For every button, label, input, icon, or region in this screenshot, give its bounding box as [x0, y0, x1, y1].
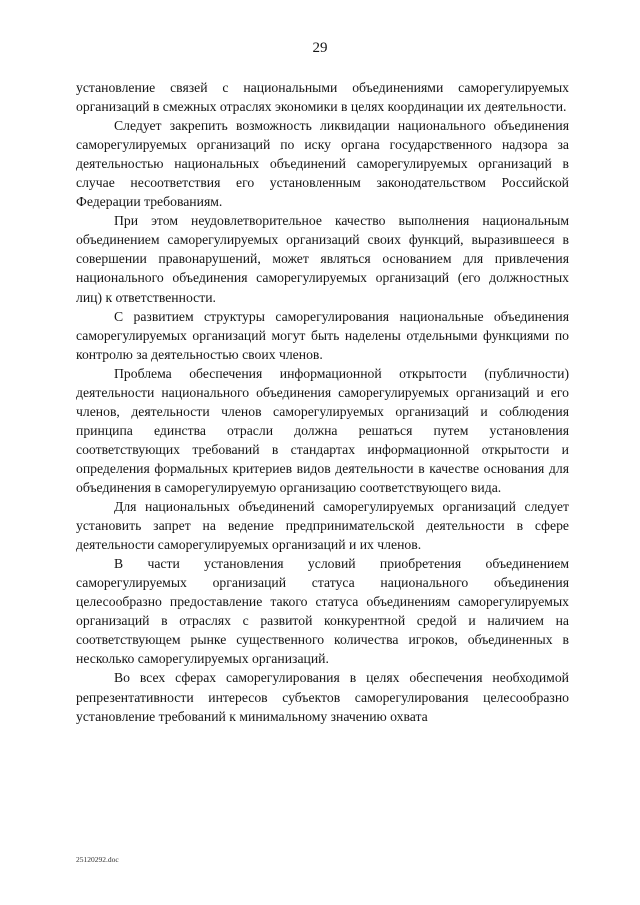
- paragraph-2: Следует закрепить возможность ликвидации национального объединения саморегулируемых организаций по иску органа государственного надзора за деятельностью национальных объединений саморегулируемых организаций в случае несоответствия его установленным законодательством Российской Федерации требованиям.: [76, 118, 569, 210]
- document-file-code: 25120292.doc: [76, 855, 119, 864]
- paragraph-3: При этом неудовлетворительное качество выполнения национальным объединением саморегулируемых организаций своих функций, выразившееся в совершении правонарушений, может являться основанием для привлечения национального объединения саморегулируемых организаций (его должностных лиц) к ответственности.: [76, 213, 569, 305]
- paragraph-4: С развитием структуры саморегулирования национальные объединения саморегулируемых организаций могут быть наделены отдельными функциями по контролю за деятельностью своих членов.: [76, 308, 569, 362]
- paragraph-6: Для национальных объединений саморегулируемых организаций следует установить запрет на ведение предпринимательской деятельности в сфере деятельности саморегулируемых организаций и их членов.: [76, 499, 569, 553]
- paragraph-5: Проблема обеспечения информационной открытости (публичности) деятельности национального объединения саморегулируемых организаций и его членов, деятельности членов саморегулируемых организаций и соблюдения принципа единства отрасли должна решаться путем установления соответствующих требований в стандартах информационной открытости и определения формальных критериев видов деятельности в качестве основания для объединения в саморегулируемую организацию соответствующего вида.: [76, 365, 569, 495]
- document-body: [76, 78, 569, 726]
- page-number: 29: [312, 40, 328, 56]
- paragraph-8: Во всех сферах саморегулирования в целях обеспечения необходимой репрезентативности интересов субъектов саморегулирования целесообразно установление требований к минимальному значению охвата: [76, 670, 569, 724]
- paragraph-1: установление связей с национальными объединениями саморегулируемых организаций в смежных отраслях экономики в целях координации их деятельности.: [76, 80, 569, 115]
- paragraph-7: В части установления условий приобретения объединением саморегулируемых организаций статуса национального объединения целесообразно предоставление такого статуса объединениям саморегулируемых организаций в отраслях с развитой конкурентной средой и наличием на соответствующем рынке существенного количества игроков, объединенных в несколько саморегулируемых организаций.: [76, 556, 569, 667]
